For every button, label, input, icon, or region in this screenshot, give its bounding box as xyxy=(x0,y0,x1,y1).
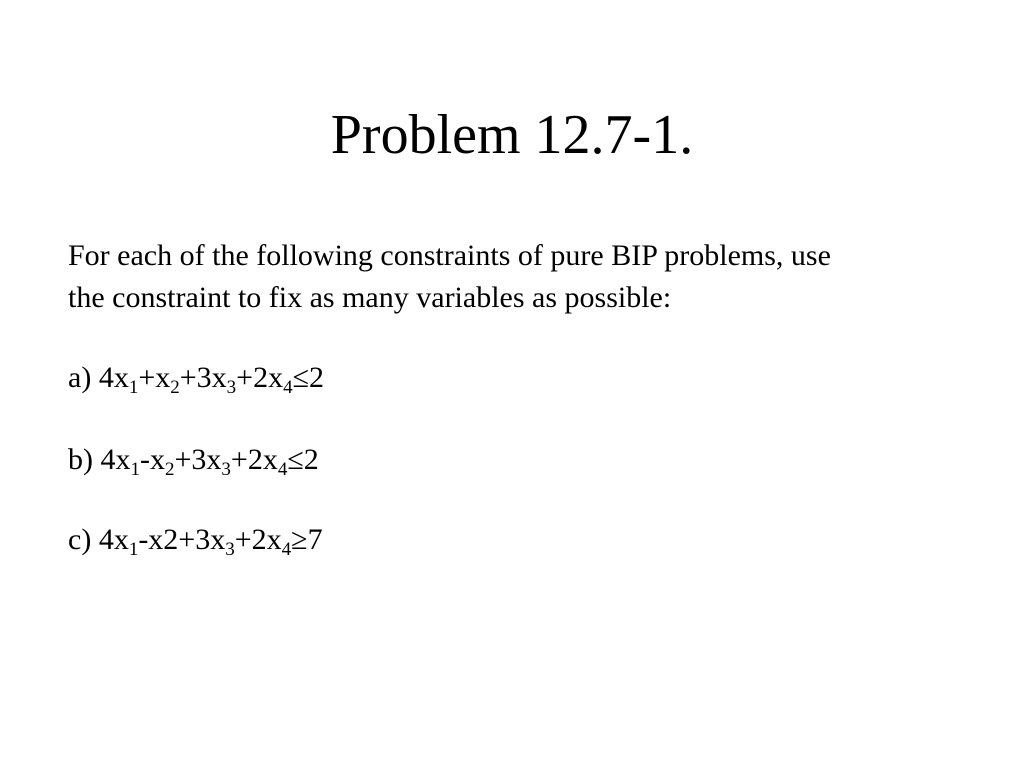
term: 4x xyxy=(91,523,129,556)
term: +3x xyxy=(179,361,227,394)
subscript: 1 xyxy=(128,377,139,398)
subscript: 2 xyxy=(165,459,175,480)
term: +2x xyxy=(230,443,278,476)
problem-statement xyxy=(68,235,968,319)
subscript: 3 xyxy=(225,539,235,560)
problem-statement-line-1: For each of the following constraints of pure BIP problems, use xyxy=(68,239,831,272)
subscript: 1 xyxy=(128,539,139,560)
constraint-a xyxy=(68,358,324,398)
subscript: 4 xyxy=(281,539,292,560)
term: 4x xyxy=(91,361,129,394)
constraint-expression xyxy=(93,443,319,480)
constraint-b xyxy=(68,440,319,480)
term: +2x xyxy=(234,523,282,556)
constraint-c xyxy=(68,520,323,560)
subscript: 4 xyxy=(277,459,288,480)
slide-title: Problem 12.7-1. xyxy=(330,104,694,166)
constraint-label: b) xyxy=(68,443,93,476)
subscript: 2 xyxy=(170,377,180,398)
constraint-label: a) xyxy=(68,361,92,394)
term: 4x xyxy=(93,443,131,476)
subscript: 4 xyxy=(283,377,293,398)
term: -x xyxy=(140,443,165,476)
problem-statement-line-2: the constraint to fix as many variables as possible: xyxy=(68,281,672,314)
constraint-expression xyxy=(91,523,323,560)
constraint-label: c) xyxy=(68,523,92,556)
term: -x2+3x xyxy=(138,523,226,556)
subscript: 3 xyxy=(221,459,231,480)
subscript: 3 xyxy=(226,377,237,398)
term: +x xyxy=(138,361,171,394)
term: ≤2 xyxy=(287,443,319,476)
constraint-expression xyxy=(91,361,325,398)
term: +3x xyxy=(174,443,222,476)
term: ≥7 xyxy=(291,523,323,556)
subscript: 1 xyxy=(130,459,140,480)
term: +2x xyxy=(236,361,284,394)
term: ≤2 xyxy=(292,361,325,394)
